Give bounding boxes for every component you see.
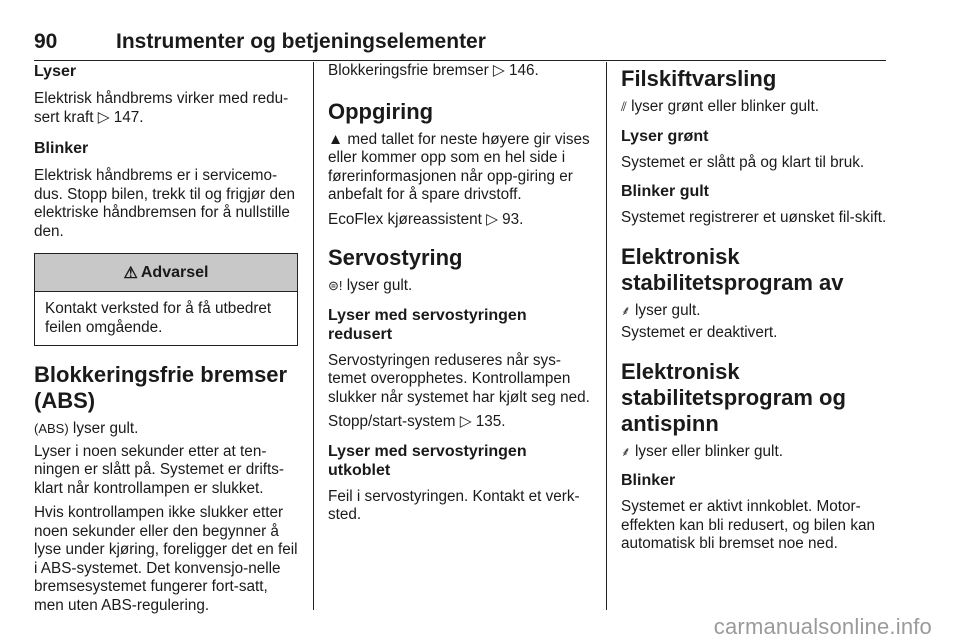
warning-triangle-icon: ⚠ — [123, 264, 138, 282]
abs-text-1: Lyser i noen sekunder etter at ten-ningen er slått på. Systemet er drifts-klart når kontrollampen er slukket. — [34, 442, 284, 497]
blinker-text: Elektrisk håndbrems er i servicemo-dus. Stopp bilen, trekk til og frigjør den elektriske håndbremsen for å nullstille den. — [34, 167, 296, 240]
abs-warning-icon: (ABS) — [34, 421, 69, 436]
abs-ref-text: Blokkeringsfrie bremser ▷ 146. — [328, 62, 539, 79]
lane-departure-heading: Filskiftvarsling — [621, 66, 777, 91]
ref-arrow-icon: ▷ — [459, 413, 472, 430]
ecoflex-ref-text: EcoFlex kjøreassistent ▷ 93. — [328, 210, 524, 228]
watermark: carmanualsonline.info — [713, 614, 932, 639]
servo-reduced-heading: Lyser med servostyringen redusert — [328, 306, 527, 343]
lyser-heading: Lyser — [34, 63, 77, 80]
warning-header — [35, 254, 297, 292]
servo-off-heading: Lyser med servostyringen utkoblet — [328, 442, 527, 479]
abs-status: (ABS) lyser gult. — [34, 420, 139, 437]
warning-title: Advarsel — [140, 263, 209, 281]
column-1 — [34, 62, 298, 615]
page-header — [34, 24, 886, 54]
lane-departure-status: ⫽ lyser grønt eller blinker gult. — [621, 98, 819, 115]
abs-text-2: Hvis kontrollampen ikke slukker etter noen sekunder eller den begynner å lyse under kjøring, foreligger det en feil i ABS-systemet. Det konvensjo-nelle bremsesystemet fungerer fort-satt, men uten ABS-regulering. — [34, 504, 298, 614]
esp-blinker-heading: Blinker — [621, 472, 676, 489]
servo-status: ⊜! lyser gult. — [328, 277, 413, 294]
oppgiring-heading: Oppgiring — [328, 98, 434, 124]
page-number: 90 — [34, 30, 58, 53]
esp-status: ⸙ lyser eller blinker gult. — [621, 442, 783, 460]
green-text: Systemet er slått på og klart til bruk. — [621, 153, 865, 171]
upshift-arrow-icon: ▲ — [328, 130, 344, 148]
lane-departure-icon: ⫽ — [621, 99, 627, 114]
page-ref[interactable]: 146. — [508, 62, 539, 79]
esp-blinker-text: Systemet er aktivt innkoblet. Motor-effekten kan bli redusert, og bilen kan automatisk bli bremset noe ned. — [621, 498, 875, 552]
servo-off-text: Feil i servostyringen. Kontakt et verk-sted. — [328, 487, 580, 523]
warning-text: Kontakt verksted for å få utbedret feilen omgående. — [45, 300, 272, 336]
esp-off-status: ⸙ lyser gult. — [621, 301, 701, 319]
yellow-heading: Blinker gult — [621, 183, 710, 200]
blinker-heading: Blinker — [34, 140, 89, 157]
servo-heading: Servostyring — [328, 245, 463, 270]
esp-off-text: Systemet er deaktivert. — [621, 324, 778, 341]
column-divider — [313, 62, 314, 610]
header-rule — [34, 60, 886, 61]
page-ref[interactable]: 93. — [502, 210, 524, 228]
column-3 — [621, 62, 887, 554]
ref-arrow-icon: ▷ — [492, 62, 505, 79]
servo-reduced-text: Servostyringen reduseres når sys-temet overopphetes. Kontrollampen slukker når systemet har kjølt seg ned. — [328, 351, 590, 406]
esp-skid-icon: ⸙ — [621, 443, 631, 459]
yellow-text: Systemet registrerer et uønsket fil-skift. — [621, 209, 887, 226]
page-ref[interactable]: 147. — [113, 108, 144, 126]
page-ref[interactable]: 135. — [475, 413, 506, 430]
oppgiring-text: ▲ med tallet for neste høyere gir vises eller kommer opp som en hel side i førerinformasjonen når opp-giring er anbefalt for å spare drivstoff. — [328, 130, 590, 203]
abs-heading: Blokkeringsfrie bremser (ABS) — [34, 362, 288, 413]
page-title: Instrumenter og betjeningselementer — [116, 30, 486, 53]
esp-off-heading: Elektronisk stabilitetsprogram av — [621, 243, 844, 295]
column-divider — [606, 62, 607, 610]
esp-heading: Elektronisk stabilitetsprogram og antispinn — [621, 358, 846, 436]
green-heading: Lyser grønt — [621, 127, 709, 145]
warning-box — [34, 253, 298, 346]
stopstart-ref-text: Stopp/start-system ▷ 135. — [328, 413, 506, 430]
esp-off-icon: ⸙ — [621, 302, 631, 318]
steering-wheel-warning-icon: ⊜! — [328, 278, 343, 293]
column-2 — [328, 62, 592, 525]
ref-arrow-icon: ▷ — [97, 108, 110, 126]
lyser-text: Elektrisk håndbrems virker med redu- sert kraft ▷ 147. — [34, 90, 289, 126]
ref-arrow-icon: ▷ — [486, 210, 498, 228]
